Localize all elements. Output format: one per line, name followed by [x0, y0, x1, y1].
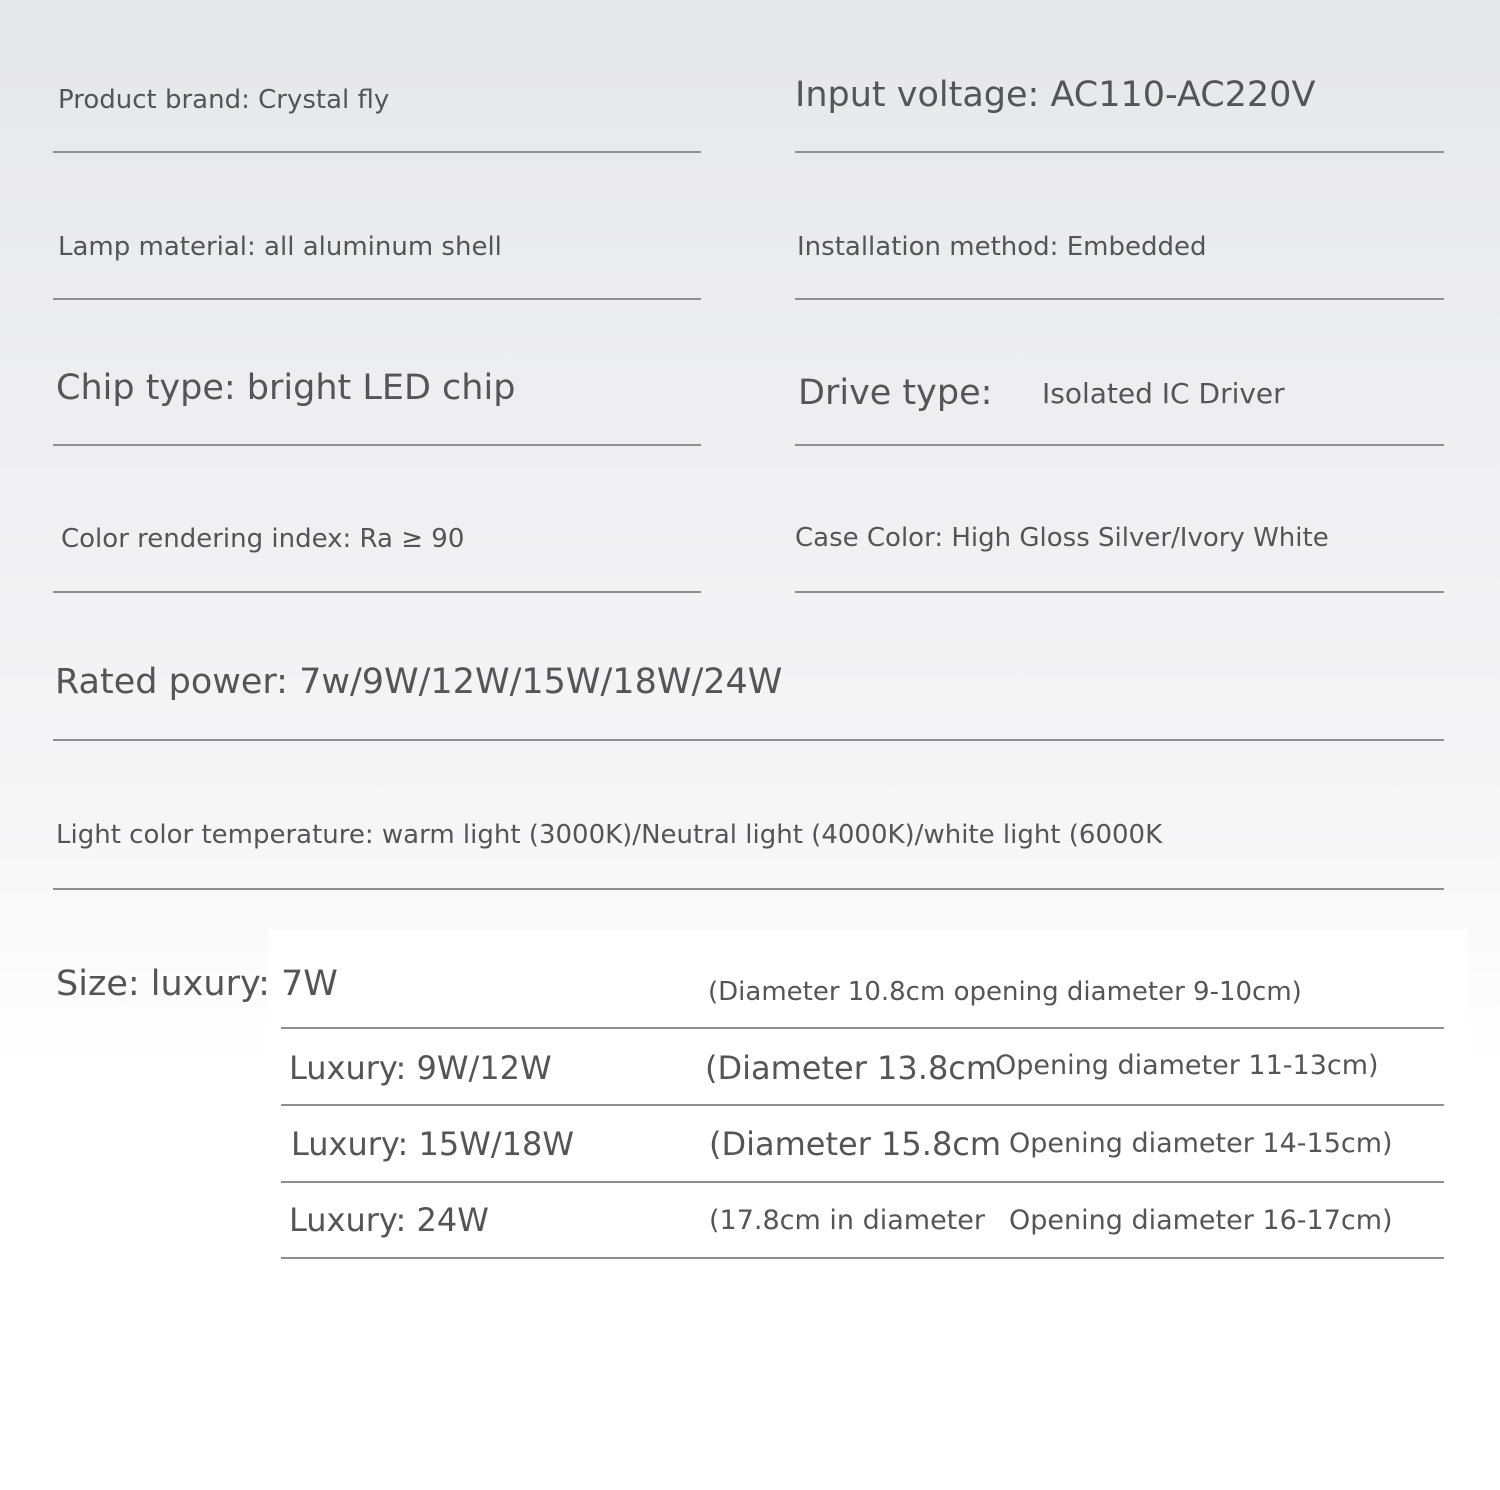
divider-line — [53, 444, 701, 446]
divider-line — [795, 591, 1444, 593]
spec-light-color-temperature: Light color temperature: warm light (3000K)/Neutral light (4000K)/white light (6000K — [56, 820, 1163, 850]
divider-line — [795, 298, 1444, 300]
divider-line — [53, 739, 1444, 741]
size-model-9w-12w: Luxury: 9W/12W — [289, 1049, 552, 1087]
spec-color-rendering-index: Color rendering index: Ra ≥ 90 — [61, 524, 465, 554]
divider-line — [53, 591, 701, 593]
spec-rated-power: Rated power: 7w/9W/12W/15W/18W/24W — [55, 662, 783, 702]
spec-case-color: Case Color: High Gloss Silver/Ivory White — [795, 523, 1329, 553]
size-model-15w-18w: Luxury: 15W/18W — [291, 1125, 574, 1163]
spec-chip-type: Chip type: bright LED chip — [56, 368, 516, 408]
divider-line — [53, 151, 701, 153]
divider-line — [281, 1181, 1444, 1183]
size-diameter-24w: (17.8cm in diameter — [709, 1205, 985, 1236]
size-opening-9w-12w: Opening diameter 11-13cm) — [995, 1050, 1379, 1081]
divider-line — [795, 151, 1444, 153]
divider-line — [281, 1027, 1444, 1029]
size-opening-15w-18w: Opening diameter 14-15cm) — [1009, 1128, 1393, 1159]
spec-installation-method: Installation method: Embedded — [797, 232, 1207, 262]
size-model-24w: Luxury: 24W — [289, 1201, 489, 1239]
divider-line — [53, 298, 701, 300]
size-dimensions-7w: (Diameter 10.8cm opening diameter 9-10cm) — [708, 977, 1302, 1007]
divider-line — [281, 1104, 1444, 1106]
size-opening-24w: Opening diameter 16-17cm) — [1009, 1205, 1393, 1236]
spec-drive-type-label: Drive type: — [798, 373, 993, 413]
divider-line — [795, 444, 1444, 446]
divider-line — [53, 888, 1444, 890]
spec-drive-type-value: Isolated IC Driver — [1042, 377, 1285, 410]
divider-line — [281, 1257, 1444, 1259]
size-label-luxury-7w: Size: luxury: 7W — [56, 964, 338, 1004]
spec-lamp-material: Lamp material: all aluminum shell — [58, 232, 502, 262]
spec-product-brand: Product brand: Crystal fly — [58, 85, 390, 115]
size-diameter-9w-12w: (Diameter 13.8cm — [705, 1049, 998, 1087]
size-diameter-15w-18w: (Diameter 15.8cm — [709, 1125, 1002, 1163]
spec-input-voltage: Input voltage: AC110-AC220V — [795, 75, 1316, 115]
